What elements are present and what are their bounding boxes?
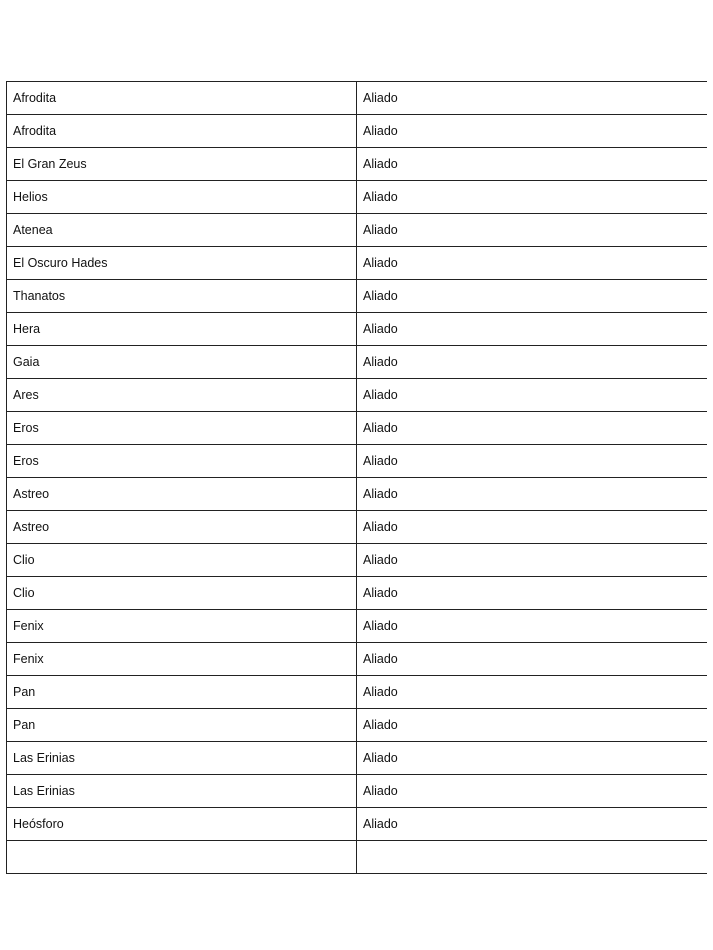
name-cell: Hera xyxy=(7,313,357,346)
status-cell: Aliado xyxy=(357,511,708,544)
table-body xyxy=(7,82,708,874)
status-cell: Aliado xyxy=(357,412,708,445)
table-row xyxy=(7,379,708,412)
name-cell: Las Erinias xyxy=(7,775,357,808)
name-cell xyxy=(7,841,357,874)
table-row xyxy=(7,148,708,181)
name-cell: Las Erinias xyxy=(7,742,357,775)
table-row xyxy=(7,610,708,643)
name-cell: Pan xyxy=(7,709,357,742)
status-cell: Aliado xyxy=(357,445,708,478)
table-row xyxy=(7,115,708,148)
status-cell: Aliado xyxy=(357,709,708,742)
status-cell: Aliado xyxy=(357,181,708,214)
status-cell: Aliado xyxy=(357,577,708,610)
table-row xyxy=(7,544,708,577)
table-row xyxy=(7,346,708,379)
table-row xyxy=(7,841,708,874)
status-cell: Aliado xyxy=(357,379,708,412)
name-cell: Eros xyxy=(7,445,357,478)
name-cell: Afrodita xyxy=(7,115,357,148)
table-row xyxy=(7,577,708,610)
status-cell: Aliado xyxy=(357,742,708,775)
status-cell: Aliado xyxy=(357,775,708,808)
table-row xyxy=(7,445,708,478)
status-cell: Aliado xyxy=(357,544,708,577)
name-cell: Eros xyxy=(7,412,357,445)
table-row xyxy=(7,676,708,709)
name-cell: Afrodita xyxy=(7,82,357,115)
name-cell: Heósforo xyxy=(7,808,357,841)
status-cell: Aliado xyxy=(357,808,708,841)
table-row xyxy=(7,82,708,115)
status-cell: Aliado xyxy=(357,247,708,280)
status-cell: Aliado xyxy=(357,280,708,313)
status-cell: Aliado xyxy=(357,115,708,148)
status-cell: Aliado xyxy=(357,610,708,643)
table-row xyxy=(7,181,708,214)
name-cell: Clio xyxy=(7,544,357,577)
name-cell: El Oscuro Hades xyxy=(7,247,357,280)
table-row xyxy=(7,511,708,544)
table-row xyxy=(7,247,708,280)
status-cell: Aliado xyxy=(357,478,708,511)
status-cell: Aliado xyxy=(357,214,708,247)
name-cell: Pan xyxy=(7,676,357,709)
table-row xyxy=(7,412,708,445)
status-cell: Aliado xyxy=(357,82,708,115)
table-row xyxy=(7,742,708,775)
status-cell: Aliado xyxy=(357,148,708,181)
name-cell: Astreo xyxy=(7,511,357,544)
name-cell: El Gran Zeus xyxy=(7,148,357,181)
name-cell: Fenix xyxy=(7,643,357,676)
table-row xyxy=(7,313,708,346)
name-cell: Helios xyxy=(7,181,357,214)
allies-table xyxy=(6,81,707,874)
table-row xyxy=(7,709,708,742)
name-cell: Gaia xyxy=(7,346,357,379)
status-cell: Aliado xyxy=(357,643,708,676)
name-cell: Fenix xyxy=(7,610,357,643)
table-row xyxy=(7,808,708,841)
name-cell: Ares xyxy=(7,379,357,412)
name-cell: Thanatos xyxy=(7,280,357,313)
table-row xyxy=(7,478,708,511)
status-cell xyxy=(357,841,708,874)
name-cell: Atenea xyxy=(7,214,357,247)
name-cell: Astreo xyxy=(7,478,357,511)
name-cell: Clio xyxy=(7,577,357,610)
table-row xyxy=(7,214,708,247)
status-cell: Aliado xyxy=(357,676,708,709)
table-row xyxy=(7,280,708,313)
table-row xyxy=(7,643,708,676)
status-cell: Aliado xyxy=(357,313,708,346)
table-row xyxy=(7,775,708,808)
table-container xyxy=(6,81,707,876)
status-cell: Aliado xyxy=(357,346,708,379)
